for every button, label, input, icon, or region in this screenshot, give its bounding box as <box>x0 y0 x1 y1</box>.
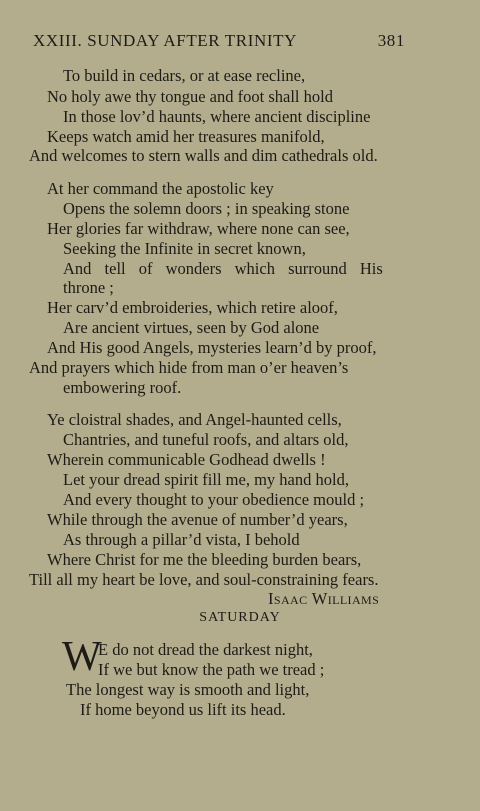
poem-line: Keeps watch amid her treasures manifold, <box>47 127 325 146</box>
poem-line: And welcomes to stern walls and dim cathedrals old. <box>29 146 378 165</box>
poem-line: throne ; <box>63 278 114 297</box>
poem-line: Let your dread spirit fill me, my hand hold, <box>63 470 349 489</box>
poem-line: embowering roof. <box>63 378 182 397</box>
poem-line: To build in cedars, or at ease recline, <box>63 66 306 85</box>
poem-line: At her command the apostolic key <box>47 179 274 198</box>
poem-line: As through a pillar’d vista, I behold <box>63 530 300 549</box>
poem-line: Where Christ for me the bleeding burden bears, <box>47 550 362 569</box>
poem-line: The longest way is smooth and light, <box>66 680 310 699</box>
poem-line: No holy awe thy tongue and foot shall hold <box>47 87 333 106</box>
author-attribution: Isaac Williams <box>268 589 380 608</box>
poem-line: Seeking the Infinite in secret known, <box>63 239 306 258</box>
poem-line: And every thought to your obedience mould ; <box>63 490 365 509</box>
poem-line: Her carv’d embroideries, which retire aloof, <box>47 298 338 317</box>
poem-line: Are ancient virtues, seen by God alone <box>63 318 320 337</box>
poem-line: Her glories far withdraw, where none can see, <box>47 219 350 238</box>
poem-line: Chantries, and tuneful roofs, and altars old, <box>63 430 349 449</box>
poem-line: And His good Angels, mysteries learn’d by proof, <box>47 338 377 357</box>
running-title: XXIII. SUNDAY AFTER TRINITY <box>33 31 297 50</box>
poem-line: Wherein communicable Godhead dwells ! <box>47 450 326 469</box>
poem-line: Opens the solemn doors ; in speaking stone <box>63 199 350 218</box>
page-number: 381 <box>377 31 405 50</box>
poem-line: If we but know the path we tread ; <box>98 660 325 679</box>
poem-line: And prayers which hide from man o’er heaven’s <box>29 358 349 377</box>
poem-line: Ye cloistral shades, and Angel-haunted cells, <box>47 410 342 429</box>
poem-line: If home beyond us lift its head. <box>80 700 286 719</box>
poem-line: While through the avenue of number’d years, <box>47 510 348 529</box>
poem-line: In those lov’d haunts, where ancient discipline <box>63 107 371 126</box>
drop-cap: W <box>62 634 102 680</box>
poem-line: And tell of wonders which surround His <box>63 259 383 278</box>
poem-line: Till all my heart be love, and soul-constraining fears. <box>29 570 379 589</box>
section-title: SATURDAY <box>199 610 281 625</box>
poem-line: E do not dread the darkest night, <box>98 640 313 659</box>
